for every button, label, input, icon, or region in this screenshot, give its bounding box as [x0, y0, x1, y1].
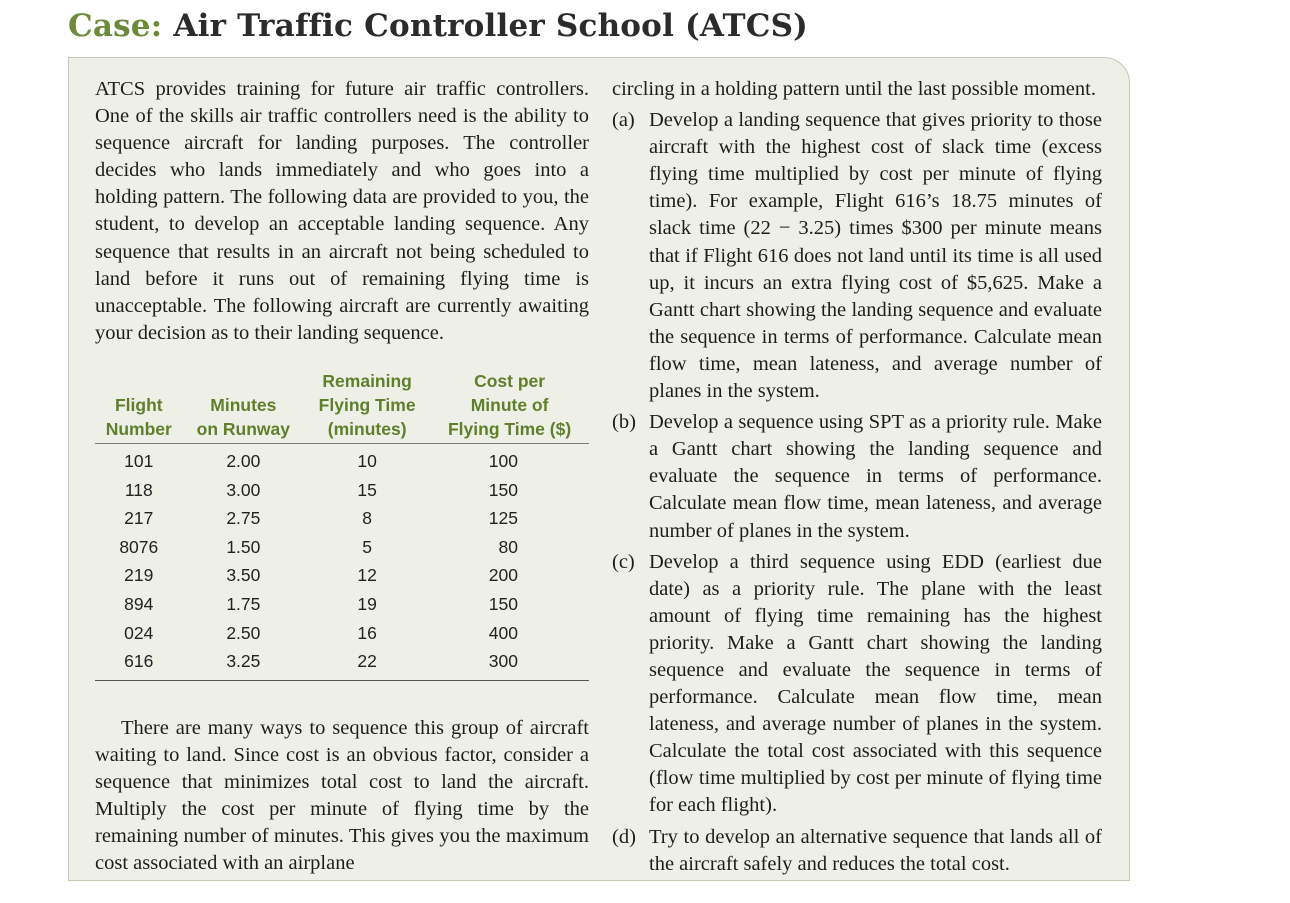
table-row — [95, 476, 589, 505]
cell-cost-per-minute: 400 — [488, 622, 518, 643]
question-label: (b) — [612, 411, 636, 434]
cell-flight-number: 101 — [124, 450, 154, 471]
question-item — [612, 107, 1102, 405]
cell-flight-number: 024 — [124, 622, 154, 643]
cell-remaining-flying-time: 8 — [362, 508, 372, 529]
cell-remaining-flying-time: 15 — [357, 479, 377, 500]
question-item — [612, 824, 1102, 878]
table-header-row — [95, 369, 589, 444]
cell-remaining-flying-time: 10 — [357, 450, 377, 471]
title-main: Air Traffic Controller School (ATCS) — [173, 8, 809, 44]
question-text: Develop a sequence using SPT as a priority rule. Make a Gantt chart showing the landing sequence and evaluate the sequence in terms of performance. Calculate mean flow time, mean lateness, and average number of planes in the system. — [649, 411, 1102, 542]
header-flight-number: Flight Number — [105, 394, 172, 439]
cell-remaining-flying-time: 19 — [357, 593, 377, 614]
continuation-text: circling in a holding pattern until the last possible moment. — [612, 78, 1096, 100]
cell-minutes-on-runway: 3.25 — [226, 651, 261, 672]
table-row — [95, 533, 589, 562]
cell-flight-number: 217 — [124, 508, 154, 529]
table-row — [95, 561, 589, 590]
cell-minutes-on-runway: 2.00 — [226, 450, 261, 471]
cell-flight-number: 894 — [124, 593, 154, 614]
question-text: Try to develop an alternative sequence that lands all of the aircraft safely and reduces the total cost. — [649, 825, 1102, 875]
header-cost-per-minute: Cost per Minute of Flying Time ($) — [447, 370, 572, 439]
cell-flight-number: 8076 — [119, 536, 159, 557]
intro-paragraph: ATCS provides training for future air traffic controllers. One of the skills air traffic controllers need is the ability to sequence aircraft for landing purposes. The controller decides who lands immediately and who goes into a holding pattern. The following data are provided to you, the student, to develop an acceptable landing sequence. Any sequence that results in an aircraft not being scheduled to land before it runs out of remaining flying time is unacceptable. The following aircraft are currently awaiting your decision as to their landing sequence. — [95, 78, 589, 344]
header-remaining-flying-time: Remaining Flying Time (minutes) — [318, 370, 416, 439]
cell-remaining-flying-time: 12 — [357, 565, 377, 586]
table-row — [95, 619, 589, 648]
title-prefix: Case: — [68, 8, 163, 44]
cell-minutes-on-runway: 1.50 — [226, 536, 261, 557]
header-minutes-on-runway: Minutes on Runway — [196, 394, 291, 439]
cell-cost-per-minute: 200 — [488, 565, 518, 586]
cell-cost-per-minute: 150 — [488, 593, 518, 614]
cell-cost-per-minute: 100 — [488, 450, 518, 471]
table-row — [95, 647, 589, 680]
cell-minutes-on-runway: 2.50 — [226, 622, 261, 643]
question-item — [612, 549, 1102, 820]
question-label: (a) — [612, 109, 635, 132]
sequence-paragraph: There are many ways to sequence this group of aircraft waiting to land. Since cost is an obvious factor, consider a sequence that minimizes total cost to land the aircraft. Multiply the cost per minute of flying time by the remaining number of minutes. This gives you the maximum cost associated with an airplane — [95, 716, 589, 875]
right-column — [612, 76, 1102, 878]
cell-flight-number: 616 — [124, 651, 154, 672]
question-list — [612, 107, 1102, 878]
cell-cost-per-minute: 150 — [488, 479, 518, 500]
table-row — [95, 590, 589, 619]
cell-remaining-flying-time: 22 — [357, 651, 377, 672]
case-panel — [68, 57, 1130, 881]
question-item — [612, 409, 1102, 544]
question-label: (c) — [612, 550, 635, 573]
cell-minutes-on-runway: 2.75 — [226, 508, 261, 529]
cell-flight-number: 219 — [124, 565, 154, 586]
question-text: Develop a third sequence using EDD (earliest due date) as a priority rule. The plane with the least amount of flying time remaining has the highest priority. Make a Gantt chart showing the landing sequence and evaluate the sequence in terms of performance. Calculate mean flow time, mean lateness, and average number of planes in the system. Calculate the total cost associated with this sequence (flow time multiplied by cost per minute of flying time for each flight). — [649, 550, 1102, 817]
question-label: (d) — [612, 825, 636, 848]
question-text: Develop a landing sequence that gives priority to those aircraft with the highest cost of slack time (excess flying time multiplied by cost per minute of flying time). For example, Flight 616’s 18.75 minutes of slack time (22 − 3.25) times $300 per minute means that if Flight 616 does not land until its time is all used up, it incurs an extra flying cost of $5,625. Make a Gantt chart showing the landing sequence and evaluate the sequence in terms of performance. Calculate mean flow time, mean lateness, and average number of planes in the system. — [649, 109, 1102, 403]
aircraft-table — [95, 369, 589, 681]
cell-remaining-flying-time: 5 — [362, 536, 372, 557]
cell-cost-per-minute: 125 — [488, 508, 518, 529]
cell-cost-per-minute: 300 — [488, 651, 518, 672]
left-column — [95, 76, 589, 877]
table-row — [95, 443, 589, 475]
cell-minutes-on-runway: 1.75 — [226, 593, 261, 614]
cell-flight-number: 118 — [124, 479, 153, 500]
cell-remaining-flying-time: 16 — [357, 622, 377, 643]
cell-minutes-on-runway: 3.00 — [226, 479, 261, 500]
cell-minutes-on-runway: 3.50 — [226, 565, 261, 586]
cell-cost-per-minute: 80 — [498, 536, 518, 557]
page-title — [68, 4, 808, 48]
table-row — [95, 504, 589, 533]
